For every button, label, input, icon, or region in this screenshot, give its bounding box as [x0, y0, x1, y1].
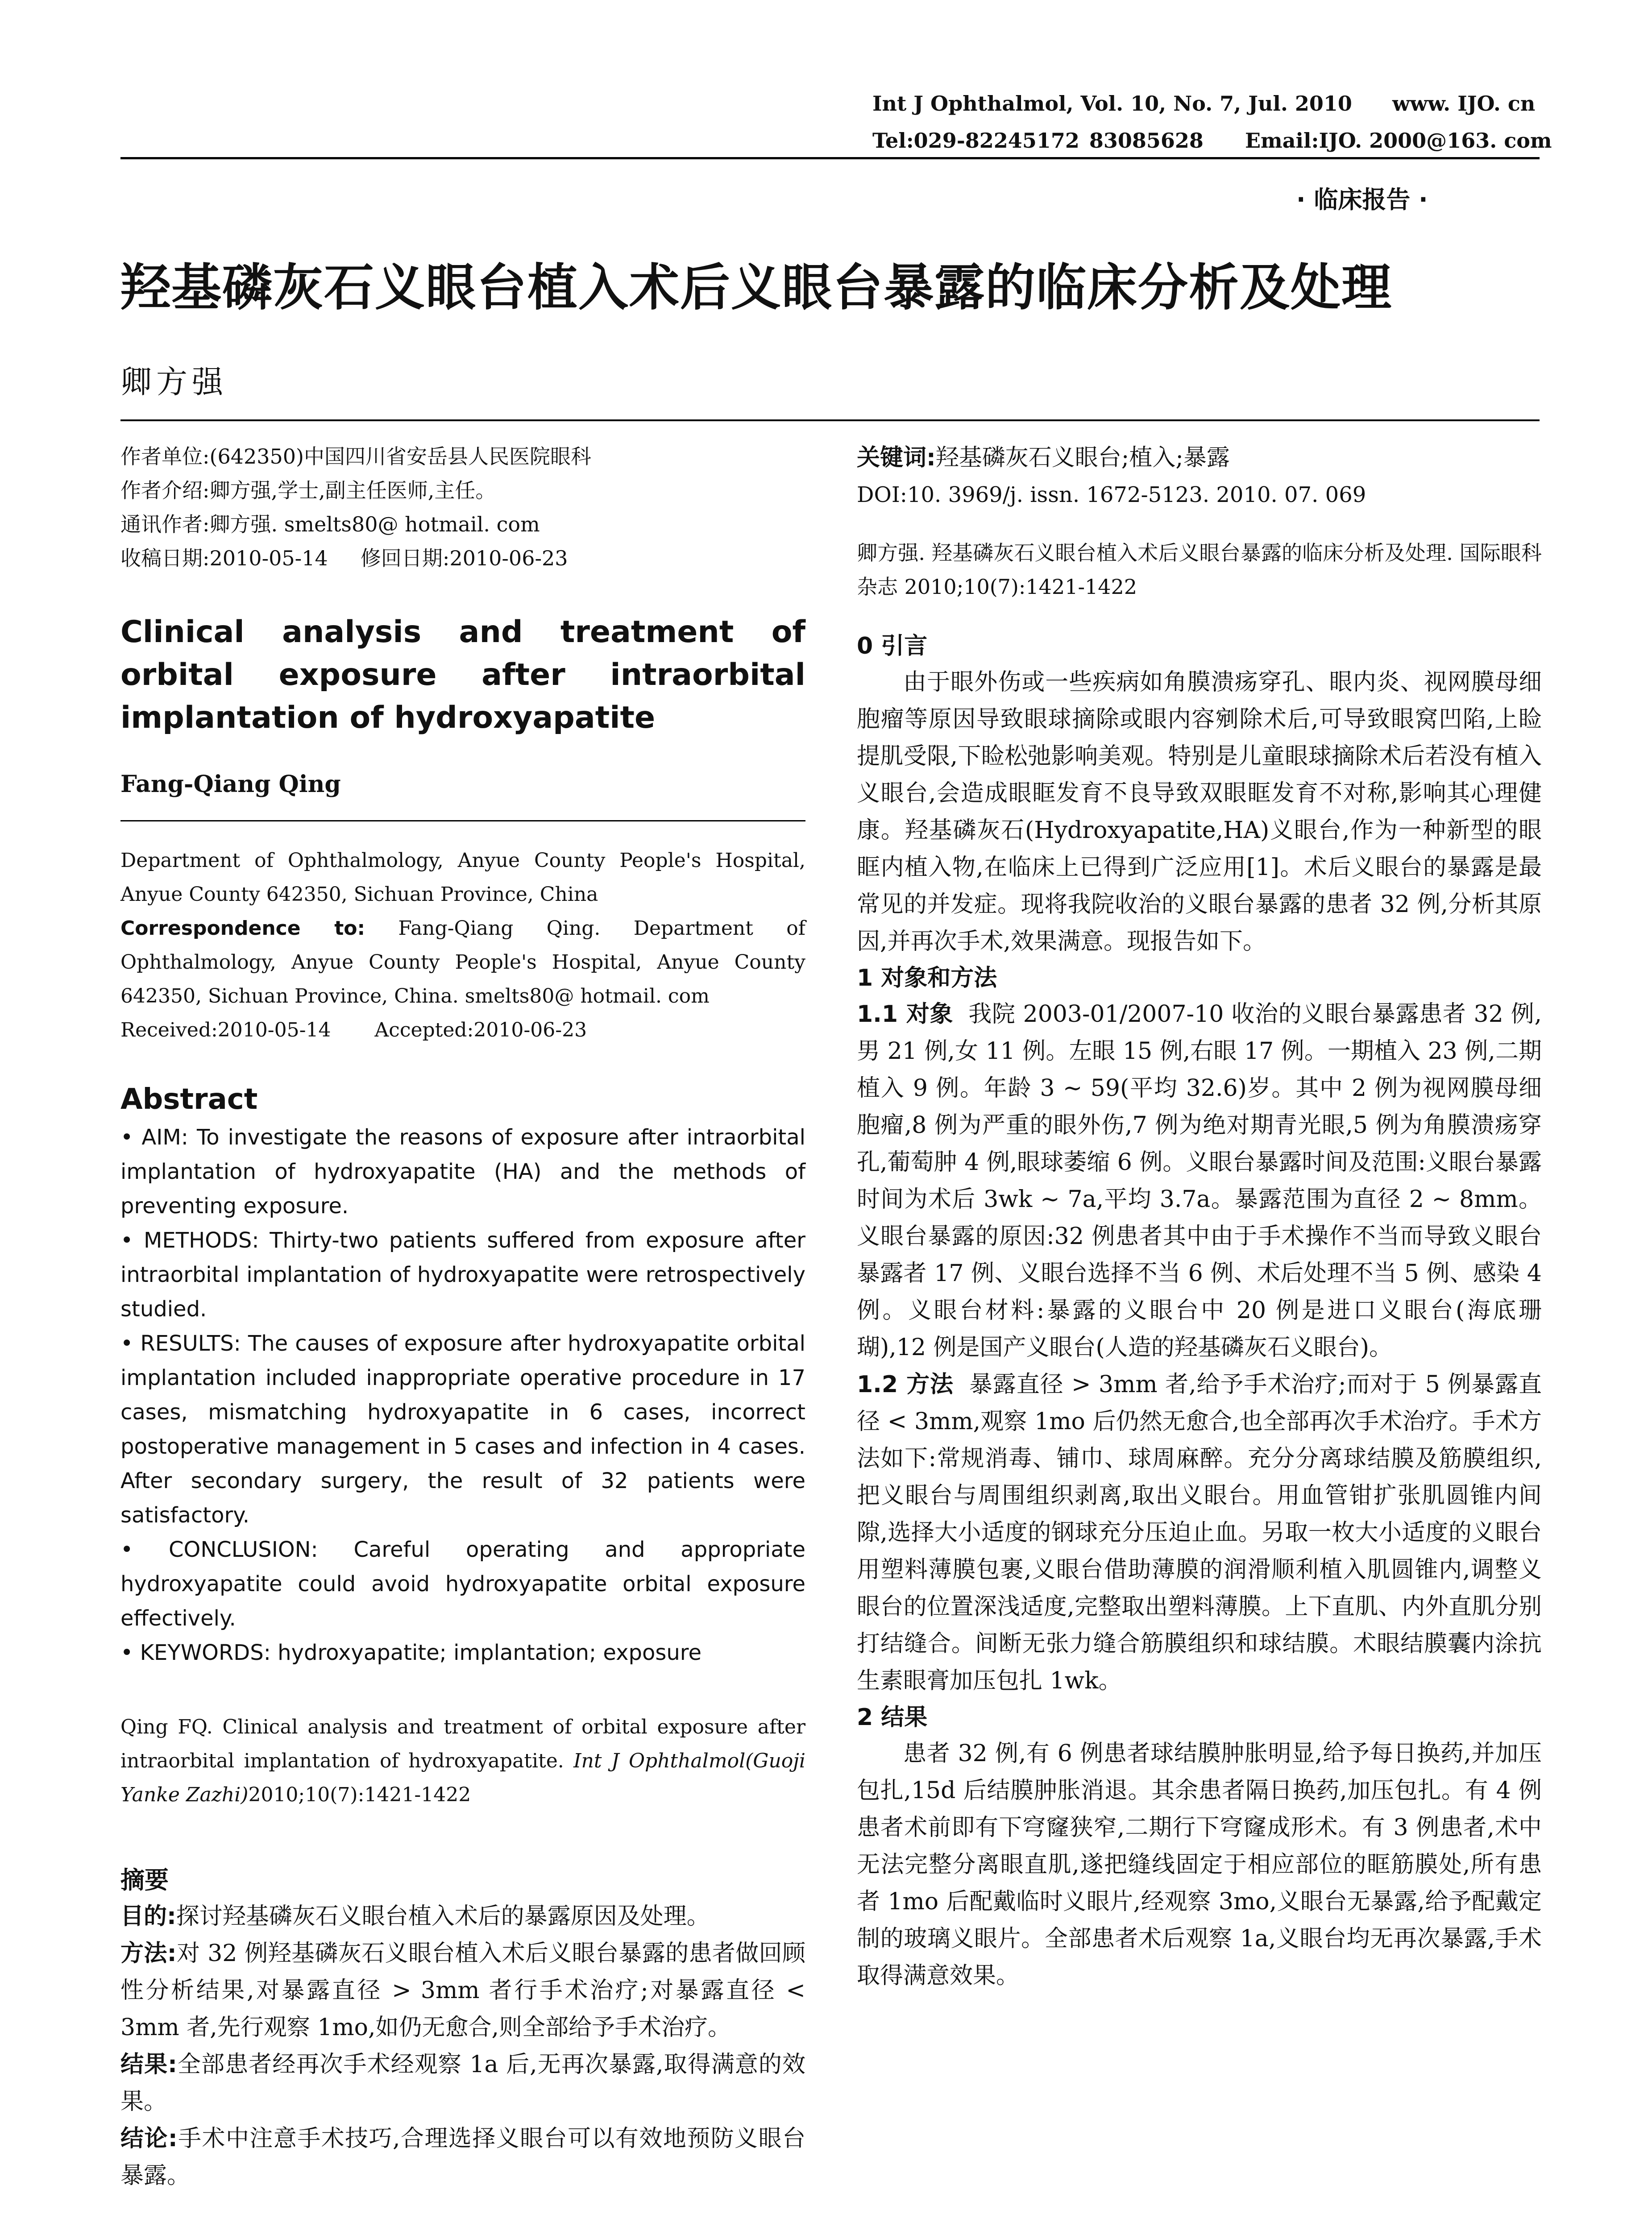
affiliation: Department of Ophthalmology, Anyue County People's Hospital, Anyue County 642350, Sichuan Province, China [120, 849, 805, 906]
abstract-keywords: • KEYWORDS: hydroxyapatite; implantation; exposure [120, 1640, 701, 1665]
left-column [120, 440, 805, 2194]
abstract-body [120, 1120, 805, 1670]
article-title: 羟基磷灰石义眼台植入术后义眼台暴露的临床分析及处理 [120, 259, 1392, 317]
author-intro: 作者介绍:卿方强,学士,副主任医师,主任。 [120, 478, 496, 502]
chinese-citation: 卿方强. 羟基磷灰石义眼台植入术后义眼台暴露的临床分析及处理. 国际眼科杂志 2010;10(7):1421-1422 [857, 541, 1542, 599]
english-author: Fang-Qiang Qing [120, 771, 341, 798]
abstract-results: • RESULTS: The causes of exposure after hydroxyapatite orbital implantation included inappropriate operative procedure in 17 cases, mismatching hydroxyapatite in 6 cases, incorrect postoperative management in 5 cases and infection in 4 cases. After secondary surgery, the result of 32 patients were satisfactory. [120, 1331, 805, 1528]
zhaiyao-result: 全部患者经再次手术经观察 1a 后,无再次暴露,取得满意的效果。 [120, 2051, 805, 2115]
received-accepted: Received:2010-05-14 Accepted:2010-06-23 [120, 1019, 587, 1041]
section-label: · 临床报告 · [1296, 186, 1428, 214]
author-divider [120, 820, 805, 821]
citation-main: Qing FQ. Clinical analysis and treatment of orbital exposure after intraorbital implantation of hydroxyapatite. [120, 1716, 805, 1772]
correspondence-text: Fang-Qiang Qing. Department of Ophthalmology, Anyue County People's Hospital, Anyue County 642350, Sichuan Province, China. smelts80@ hotmail. com [120, 917, 805, 1008]
correspondence-label: Correspondence to: [120, 917, 365, 940]
author-meta [120, 440, 805, 575]
citation-journal: Int J Ophthalmol(Guoji Yanke Zazhi) [120, 1750, 805, 1806]
journal-phone: Tel:029-82245172 83085628 [872, 129, 1204, 153]
zhaiyao-aim-label: 目的: [120, 1903, 176, 1930]
author-name-cn: 卿方强 [120, 364, 228, 400]
right-column [857, 440, 1549, 1995]
zhaiyao-method-label: 方法: [120, 1940, 177, 1967]
abstract-aim: • AIM: To investigate the reasons of exposure after intraorbital implantation of hydroxyapatite (HA) and the methods of preventing exposure. [120, 1125, 805, 1219]
abstract-heading: Abstract [120, 1083, 258, 1116]
title-rule [120, 419, 1540, 421]
corresponding-author: 通讯作者:卿方强. smelts80@ hotmail. com [120, 512, 540, 536]
author-unit: 作者单位:(642350)中国四川省安岳县人民医院眼科 [120, 444, 591, 469]
intro-text: 由于眼外伤或一些疾病如角膜溃疡穿孔、眼内炎、视网膜母细胞瘤等原因导致眼球摘除或眼内容剜除术后,可导致眼窝凹陷,上睑提肌受限,下睑松弛影响美观。特别是儿童眼球摘除术后若没有植入义眼台,会造成眼眶发育不良导致双眼眶发育不对称,影响其心理健康。羟基磷灰石(Hydroxyapatite,HA)义眼台,作为一种新型的眼眶内植入物,在临床上已得到广泛应用[1]。术后义眼台的暴露是最常见的并发症。现将我院收治的义眼台暴露的患者 32 例,分析其原因,并再次手术,效果满意。现报告如下。 [857, 669, 1542, 955]
citation-tail: 2010;10(7):1421-1422 [248, 1783, 471, 1806]
chinese-abstract [120, 1861, 805, 2194]
abstract-methods: • METHODS: Thirty-two patients suffered from exposure after intraorbital implantation of hydroxyapatite were retrospectively studied. [120, 1228, 805, 1322]
zhaiyao-result-label: 结果: [120, 2051, 177, 2078]
journal-email: Email:IJO. 2000@163. com [1245, 129, 1552, 153]
zhaiyao-aim: 探讨羟基磷灰石义眼台植入术后的暴露原因及处理。 [176, 1903, 710, 1930]
zhaiyao-conclusion-label: 结论: [120, 2125, 178, 2152]
header-rule [120, 157, 1540, 159]
results-text: 患者 32 例,有 6 例患者球结膜肿胀明显,给予每日换药,并加压包扎,15d 后结膜肿胀消退。其余患者隔日换药,加压包扎。有 4 例患者术前即有下穹窿狭窄,二期行下穹窿成形术。有 3 例患者,术中无法完整分离眼直肌,遂把缝线固定于相应部位的眶筋膜处,所有患者 1mo 后配戴临时义眼片,经观察 3mo,义眼台无暴露,给予配戴定制的玻璃义眼片。全部患者术后观察 1a,义眼台均无再次暴露,手术取得满意效果。 [857, 1740, 1542, 1989]
method-label: 1.2 方法 [857, 1371, 954, 1398]
journal-citation: Int J Ophthalmol, Vol. 10, No. 7, Jul. 2010 [872, 91, 1352, 116]
zhaiyao-method: 对 32 例羟基磷灰石义眼台植入术后义眼台暴露的患者做回顾性分析结果,对暴露直径 > 3mm 者行手术治疗;对暴露直径 < 3mm 者,先行观察 1mo,如仍无愈合,则全部给予手术治疗。 [120, 1940, 806, 2041]
results-heading: 2 结果 [857, 1704, 928, 1731]
intro-heading: 0 引言 [857, 633, 928, 659]
methods-heading: 1 对象和方法 [857, 965, 997, 991]
english-citation [120, 1710, 805, 1812]
journal-website: www. IJO. cn [1392, 91, 1536, 116]
abstract-conclusion: • CONCLUSION: Careful operating and appropriate hydroxyapatite could avoid hydroxyapatite orbital exposure effectively. [120, 1537, 805, 1631]
affiliation-block [120, 844, 805, 1047]
english-title: Clinical analysis and treatment of orbital exposure after intraorbital implantation of hydroxyapatite [120, 614, 805, 735]
correspondence [120, 912, 805, 1013]
subjects-text: 我院 2003-01/2007-10 收治的义眼台暴露患者 32 例,男 21 例,女 11 例。左眼 15 例,右眼 17 例。一期植入 23 例,二期植入 9 例。年龄 3 ~ 59(平均 32.6)岁。其中 2 例为视网膜母细胞瘤,8 例为严重的眼外伤,7 例为绝对期青光眼,5 例为角膜溃疡穿孔,葡萄肿 4 例,眼球萎缩 6 例。义眼台暴露时间及范围:义眼台暴露时间为术后 3wk ~ 7a,平均 3.7a。暴露范围为直径 2 ~ 8mm。义眼台暴露的原因:32 例患者其中由于手术操作不当而导致义眼台暴露者 17 例、义眼台选择不当 6 例、术后处理不当 5 例、感染 4 例。义眼台材料:暴露的义眼台中 20 例是进口义眼台(海底珊瑚),12 例是国产义眼台(人造的羟基磷灰石义眼台)。 [857, 1001, 1549, 1361]
method-text: 暴露直径 > 3mm 者,给予手术治疗;而对于 5 例暴露直径 < 3mm,观察 1mo 后仍然无愈合,也全部再次手术治疗。手术方法如下:常规消毒、铺巾、球周麻醉。充分分离球结膜及筋膜组织,把义眼台与周围组织剥离,取出义眼台。用血管钳扩张肌圆锥内间隙,选择大小适度的钢球充分压迫止血。另取一枚大小适度的义眼台用塑料薄膜包裹,义眼台借助薄膜的润滑顺利植入肌圆锥内,调整义眼台的位置深浅适度,完整取出塑料薄膜。上下直肌、内外直肌分别打结缝合。间断无张力缝合筋膜组织和球结膜。术眼结膜囊内涂抗生素眼膏加压包扎 1wk。 [857, 1371, 1542, 1694]
doi: DOI:10. 3969/j. issn. 1672-5123. 2010. 07. 069 [857, 482, 1366, 507]
keywords: 羟基磷灰石义眼台;植入;暴露 [935, 444, 1230, 471]
zhaiyao-conclusion: 手术中注意手术技巧,合理选择义眼台可以有效地预防义眼台暴露。 [120, 2125, 806, 2189]
zhaiyao-heading: 摘要 [120, 1866, 169, 1894]
keywords-label: 关键词: [857, 444, 936, 471]
subjects-label: 1.1 对象 [857, 1001, 954, 1028]
received-dates: 收稿日期:2010-05-14 修回日期:2010-06-23 [120, 546, 568, 570]
